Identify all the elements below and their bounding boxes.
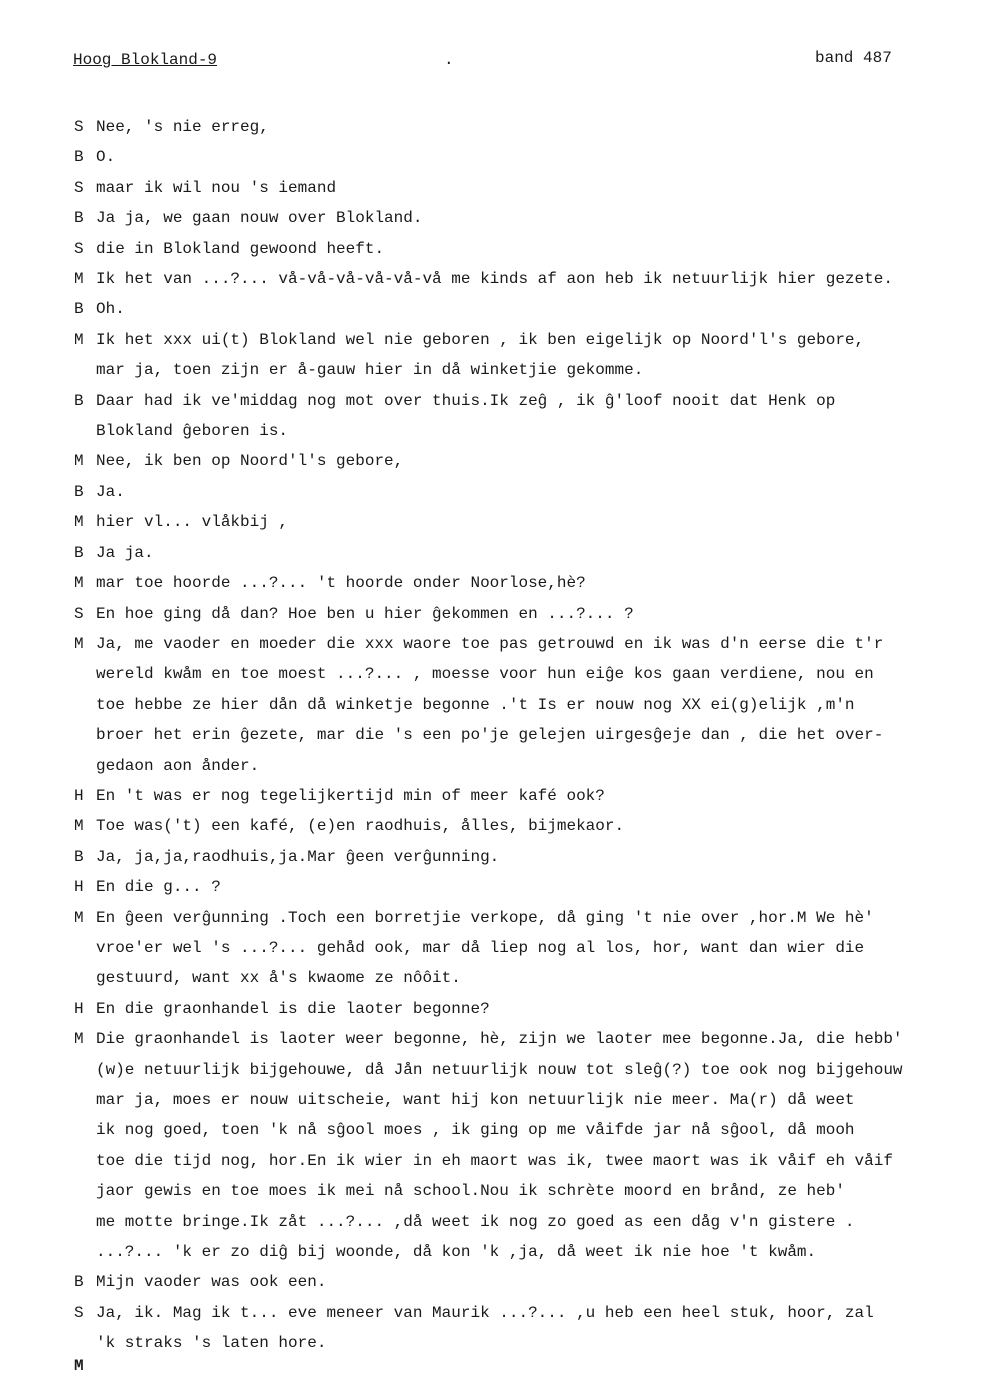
utterance-line: mar ja, moes er nouw uitscheie, want hij kon netuurlijk nie meer. Ma(r) då weet xyxy=(96,1091,855,1109)
speaker-label: M xyxy=(74,574,84,593)
utterance xyxy=(96,142,980,172)
utterance xyxy=(96,842,980,872)
speaker-label: S xyxy=(74,1303,84,1322)
utterance-line: gedaon aon ånder. xyxy=(96,756,260,775)
utterance xyxy=(96,903,980,994)
transcript-entry xyxy=(74,294,980,324)
speaker-label: H xyxy=(74,878,84,897)
speaker-label: S xyxy=(74,604,84,623)
utterance-line: En ĝeen verĝunning .Toch een borretjie verkope, då ging 't nie over ,hor.M We hè' xyxy=(96,908,874,927)
transcript-entry xyxy=(74,599,980,629)
utterance xyxy=(96,264,980,294)
speaker-label: S xyxy=(74,178,84,197)
transcript-entry xyxy=(74,538,980,568)
transcript-entry xyxy=(74,629,980,781)
utterance-line: Ja, ja,ja,raodhuis,ja.Mar ĝeen verĝunning. xyxy=(96,847,500,866)
utterance-line: Mijn vaoder was ook een. xyxy=(96,1273,327,1292)
utterance-line: Ja ja. xyxy=(96,543,154,562)
utterance-line: die in Blokland gewoond heeft. xyxy=(96,239,385,258)
utterance-line: hier vl... vlåkbij , xyxy=(96,513,289,532)
utterance xyxy=(96,112,980,142)
transcript-entry xyxy=(74,994,980,1024)
transcript-entry xyxy=(74,173,980,203)
utterance-line: Ik het xxx ui(t) Blokland wel nie geboren , ik ben eigelijk op Noord'l's gebore, xyxy=(96,330,865,349)
utterance-line: Daar had ik ve'middag nog mot over thuis.Ik zeĝ , ik ĝ'loof nooit dat Henk op xyxy=(96,391,836,410)
transcript-entry xyxy=(74,1298,980,1359)
utterance xyxy=(96,538,980,568)
transcript-entry xyxy=(74,781,980,811)
speaker-label: B xyxy=(74,300,84,319)
speaker-label: M xyxy=(74,634,84,653)
utterance xyxy=(96,446,980,476)
utterance xyxy=(96,811,980,841)
utterance-line: ...?... 'k er zo diĝ bij woonde, då kon 'k ,ja, då weet ik nie hoe 't kwåm. xyxy=(96,1243,817,1262)
speaker-label: B xyxy=(74,847,84,866)
utterance xyxy=(96,1298,980,1359)
transcript-entry xyxy=(74,386,980,447)
transcript-entry xyxy=(74,507,980,537)
utterance xyxy=(96,386,980,447)
transcript-entry xyxy=(74,234,980,264)
utterance-line: Die graonhandel is laoter weer begonne, hè, zijn we laoter mee begonne.Ja, die hebb' xyxy=(96,1030,903,1049)
utterance xyxy=(96,629,980,781)
utterance xyxy=(96,781,980,811)
utterance xyxy=(96,872,980,902)
speaker-label: M xyxy=(74,908,84,927)
utterance-line: En hoe ging då dan? Hoe ben u hier ĝekommen en ...?... ? xyxy=(96,604,634,623)
utterance-line: En die graonhandel is die laoter begonne? xyxy=(96,999,490,1018)
transcript-entry xyxy=(74,811,980,841)
speaker-label: M xyxy=(74,1030,84,1049)
utterance-line: 'k straks 's laten hore. xyxy=(96,1334,327,1353)
transcript-entry xyxy=(74,477,980,507)
transcript-entry xyxy=(74,142,980,172)
utterance-line: Ja, me vaoder en moeder die xxx waore toe pas getrouwd en ik was d'n eerse die t'r xyxy=(96,634,884,653)
transcript-entry xyxy=(74,1024,980,1267)
utterance xyxy=(96,994,980,1024)
utterance xyxy=(96,173,980,203)
transcript xyxy=(74,112,980,1359)
header-dot: . xyxy=(444,51,454,69)
utterance xyxy=(96,568,980,598)
utterance xyxy=(96,203,980,233)
speaker-label: B xyxy=(74,1273,84,1292)
speaker-label: S xyxy=(74,239,84,258)
utterance-line: Oh. xyxy=(96,300,125,319)
speaker-label: M xyxy=(74,817,84,836)
utterance-line: Ja. xyxy=(96,482,125,501)
transcript-entry xyxy=(74,446,980,476)
transcript-entry xyxy=(74,203,980,233)
transcript-entry xyxy=(74,842,980,872)
document-title: Hoog Blokland-9 xyxy=(73,51,218,69)
utterance-line: ik nog goed, toen 'k nå sĝool moes , ik ging op me våifde jar nå sĝool, då mooh xyxy=(96,1121,855,1140)
utterance xyxy=(96,294,980,324)
utterance-line: En 't was er nog tegelijkertijd min of meer kafé ook? xyxy=(96,786,605,805)
utterance-line: wereld kwåm en toe moest ...?... , moesse voor hun eiĝe kos gaan verdiene, nou en xyxy=(96,665,874,684)
utterance-line: (w)e netuurlijk bijgehouwe, då Jån netuurlijk nouw tot sleĝ(?) toe ook nog bijgehouw xyxy=(96,1060,903,1079)
speaker-label: B xyxy=(74,543,84,562)
final-speaker-mark: M xyxy=(74,1357,84,1375)
speaker-label: H xyxy=(74,999,84,1018)
utterance-line: broer het erin ĝezete, mar die 's een po'je gelejen uirgesĝeje dan , die het over- xyxy=(96,726,884,745)
utterance-line: En die g... ? xyxy=(96,878,221,897)
utterance-line: gestuurd, want xx å's kwaome ze nôôit. xyxy=(96,969,461,988)
utterance-line: Ja, ik. Mag ik t... eve meneer van Maurik ...?... ,u heb een heel stuk, hoor, zal xyxy=(96,1303,874,1322)
speaker-label: M xyxy=(74,513,84,532)
utterance-line: me motte bringe.Ik zåt ...?... ,då weet ik nog zo goed as een dåg v'n gistere . xyxy=(96,1212,855,1231)
utterance-line: maar ik wil nou 's iemand xyxy=(96,178,337,197)
speaker-label: S xyxy=(74,118,84,136)
transcript-entry xyxy=(74,872,980,902)
tape-number: band 487 xyxy=(815,49,892,67)
speaker-label: B xyxy=(74,482,84,501)
utterance xyxy=(96,1267,980,1297)
utterance-line: mar ja, toen zijn er å-gauw hier in då winketjie gekomme. xyxy=(96,361,644,380)
utterance-line: Ik het van ...?... vå-vå-vå-vå-vå-vå me kinds af aon heb ik netuurlijk hier gezete. xyxy=(96,270,893,289)
speaker-label: B xyxy=(74,391,84,410)
transcript-entry xyxy=(74,112,980,142)
utterance-line: Nee, 's nie erreg, xyxy=(96,118,269,136)
speaker-label: H xyxy=(74,786,84,805)
speaker-label: M xyxy=(74,270,84,289)
utterance xyxy=(96,599,980,629)
utterance xyxy=(96,234,980,264)
utterance-line: Blokland ĝeboren is. xyxy=(96,422,289,441)
utterance-line: Toe was('t) een kafé, (e)en raodhuis, ålles, bijmekaor. xyxy=(96,817,625,836)
utterance-line: O. xyxy=(96,148,116,167)
utterance xyxy=(96,1024,980,1267)
utterance-line: Nee, ik ben op Noord'l's gebore, xyxy=(96,452,404,471)
speaker-label: M xyxy=(74,330,84,349)
transcript-entry xyxy=(74,903,980,994)
utterance-line: mar toe hoorde ...?... 't hoorde onder Noorlose,hè? xyxy=(96,574,586,593)
utterance-line: jaor gewis en toe moes ik mei nå school.Nou ik schrète moord en brånd, ze heb' xyxy=(96,1182,845,1201)
utterance xyxy=(96,477,980,507)
utterance xyxy=(96,507,980,537)
speaker-label: B xyxy=(74,148,84,167)
transcript-entry xyxy=(74,264,980,294)
utterance-line: Ja ja, we gaan nouw over Blokland. xyxy=(96,209,423,228)
speaker-label: B xyxy=(74,209,84,228)
transcript-entry xyxy=(74,568,980,598)
utterance xyxy=(96,325,980,386)
utterance-line: vroe'er wel 's ...?... gehåd ook, mar då liep nog al los, hor, want dan wier die xyxy=(96,938,865,957)
transcript-entry xyxy=(74,325,980,386)
speaker-label: M xyxy=(74,452,84,471)
utterance-line: toe die tijd nog, hor.En ik wier in eh maort was ik, twee maort was ik våif eh våif xyxy=(96,1151,893,1170)
transcript-entry xyxy=(74,1267,980,1297)
utterance-line: toe hebbe ze hier dån då winketje begonne .'t Is er nouw nog XX ei(g)elijk ,m'n xyxy=(96,695,855,714)
